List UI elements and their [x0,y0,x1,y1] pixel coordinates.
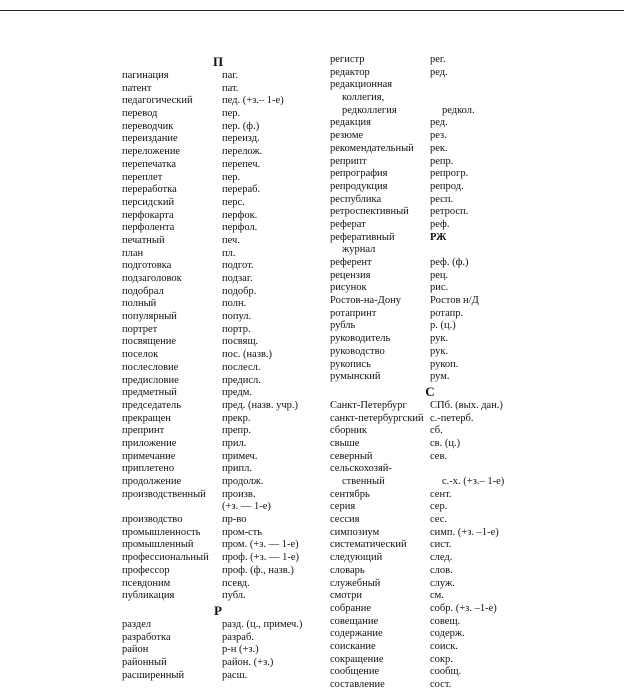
abbreviation-entry [330,92,620,105]
abbreviation-entry [122,260,322,273]
entry-term: промышленность [122,526,201,538]
entry-term [122,501,222,514]
abbreviation-entry [122,632,322,645]
entry-term: редакционная [330,79,393,91]
abbreviation-entry [122,375,322,388]
entry-term: перфокарта [122,209,174,221]
abbreviation-entry [330,425,620,438]
entry-abbreviation: пер. [222,171,241,183]
entry-term: переложение [122,146,181,158]
abbreviation-entry [330,641,620,654]
entry-term: собрание [330,602,372,614]
entry-term: портрет [122,323,158,335]
abbreviation-entry [122,657,322,670]
entry-term: сельскохозяй- [330,463,392,475]
entry-abbreviation: ретросп. [430,206,469,218]
entry-term: румынский [330,371,381,383]
abbreviation-entry [330,666,620,679]
entry-abbreviation: пер. [222,108,241,120]
abbreviation-entry [330,463,620,476]
abbreviation-entry [330,603,620,616]
abbreviation-entry [330,156,620,169]
abbreviation-entry [330,67,620,80]
abbreviation-entry [330,320,620,333]
abbreviation-entry [330,578,620,591]
entry-abbreviation: пед. (+з.– 1-е) [222,95,284,107]
entry-term: рецензия [330,269,371,281]
entry-abbreviation: р-н (+з.) [222,644,259,656]
entry-term: промышленный [122,539,194,551]
abbreviation-entry [330,514,620,527]
entry-abbreviation: полн. [222,298,247,310]
entry-abbreviation: ротапр. [430,307,464,319]
entry-term: персидский [122,196,175,208]
entry-abbreviation: продолж. [222,476,264,487]
entry-term: регистр [330,54,365,65]
abbreviation-entry [330,257,620,270]
entry-abbreviation: пат. [222,82,239,94]
entry-term: патент [122,82,152,94]
abbreviation-entry [122,336,322,349]
entry-abbreviation: пос. (назв.) [222,349,273,361]
abbreviation-entry [330,105,620,118]
entry-abbreviation: ред. [430,117,448,129]
entry-term: продолжение [122,476,182,487]
entry-term: референт [330,257,372,268]
entry-abbreviation: с.-петерб. [430,412,474,424]
entry-term: полный [122,298,157,310]
entry-abbreviation: симп. (+з. –1-е) [430,526,499,538]
abbreviation-entry [330,346,620,359]
entry-abbreviation: сес. [430,514,447,526]
abbreviation-column-right [330,54,620,692]
abbreviation-entry [330,333,620,346]
entry-term: предметный [122,387,177,399]
abbreviation-entry [122,565,322,578]
abbreviation-column-left [122,54,322,682]
entry-term: руководитель [330,333,391,345]
abbreviation-entry [330,476,620,489]
abbreviation-entry [330,654,620,667]
entry-term: поселок [122,349,159,361]
abbreviation-entry [330,54,620,67]
entry-abbreviation: произв. [222,488,256,500]
top-rule [0,10,624,11]
entry-abbreviation: печ. [222,234,240,246]
entry-term: резюме [330,130,364,142]
entry-term: сессия [330,514,360,526]
entry-abbreviation: рум. [430,371,450,383]
entry-term: популярный [122,311,177,323]
abbreviation-entry [122,400,322,413]
abbreviation-entry [330,168,620,181]
entry-term: редактор [330,66,370,78]
section-letter-heading: С [425,383,435,399]
entry-abbreviation: пр-во [222,514,247,526]
entry-abbreviation: послесл. [222,361,261,373]
entry-abbreviation: разраб. [222,631,254,643]
entry-term: предисловие [122,374,179,386]
entry-term: сообщение [330,666,380,678]
abbreviation-entry [122,501,322,514]
abbreviation-entry [122,210,322,223]
abbreviation-entry [122,619,322,632]
entry-abbreviation: предисл. [222,374,261,386]
entry-abbreviation: содерж. [430,628,465,640]
abbreviation-entry [122,95,322,108]
entry-abbreviation: респ. [430,193,454,205]
entry-abbreviation: посвящ. [222,336,259,348]
entry-term: смотри [330,590,363,602]
entry-term: Санкт-Петербург [330,399,407,411]
entry-term: переработка [122,184,177,196]
entry-term: репродукция [330,180,388,192]
section-letter-heading: П [212,54,224,69]
entry-term: подготовка [122,260,172,272]
entry-term: руководство [330,345,385,357]
entry-term: словарь [330,564,365,576]
entry-term: реферат [330,218,366,230]
entry-abbreviation: сент. [430,488,452,500]
entry-term: составление [330,679,385,690]
entry-term: послесловие [122,361,179,373]
abbreviation-entry [330,539,620,552]
abbreviation-entry [330,451,620,464]
entry-abbreviation: слов. [430,564,453,576]
abbreviation-entry [122,184,322,197]
abbreviation-entry [330,616,620,629]
entry-abbreviation: расш. [222,669,248,681]
entry-abbreviation: рук. [430,345,449,357]
entry-abbreviation: репрогр. [430,168,469,180]
entry-term: совещание [330,615,379,627]
entry-term: служебный [330,577,381,589]
entry-term: сентябрь [330,488,370,500]
entry-term: посвящение [122,336,177,348]
entry-abbreviation: рук. [430,333,449,345]
entry-term: систематический [330,539,407,551]
entry-term: реприпт [330,155,367,167]
entry-abbreviation: реф. (ф.) [430,257,469,268]
abbreviation-entry [122,235,322,248]
entry-abbreviation: прил. [222,437,247,449]
entry-abbreviation: предм. [222,387,253,399]
entry-abbreviation: перепеч. [222,158,261,170]
entry-abbreviation: портр. [222,323,251,335]
abbreviation-entry [330,282,620,295]
entry-abbreviation: сер. [430,501,448,513]
abbreviation-entry [122,451,322,464]
entry-term: председатель [122,399,182,411]
entry-term: переводчик [122,120,174,132]
abbreviation-entry [330,590,620,603]
abbreviation-entry [330,244,620,257]
abbreviation-entry [122,311,322,324]
entry-abbreviation: рез. [430,130,447,142]
entry-abbreviation: припл. [222,463,252,475]
entry-abbreviation: район. (+з.) [222,656,274,668]
abbreviation-entry [122,83,322,96]
entry-term: район [122,644,149,656]
abbreviation-entry [122,70,322,83]
entry-abbreviation: примеч. [222,450,258,462]
entry-term: симпозиум [330,526,380,538]
entry-term: подобрал [122,285,164,297]
entry-term: содержание [330,628,383,640]
entry-abbreviation: сообщ. [430,666,462,678]
entry-abbreviation: пром. (+з. — 1-е) [222,539,299,551]
abbreviation-entry [330,679,620,692]
abbreviation-entry [330,206,620,219]
abbreviation-entry [122,324,322,337]
entry-term: примечание [122,450,176,462]
entry-abbreviation: сев. [430,450,448,462]
entry-term: сборник [330,425,367,437]
entry-abbreviation: сост. [430,679,452,690]
abbreviation-entry [122,286,322,299]
entry-term: перфолента [122,222,175,234]
entry-abbreviation: Ростов н/Д [430,295,479,307]
entry-term: рубль [330,320,356,332]
entry-term: прекращен [122,412,171,424]
entry-term: перепечатка [122,158,177,170]
abbreviation-entry [122,273,322,286]
abbreviation-entry [122,476,322,489]
entry-abbreviation: пред. (назв. учр.) [222,399,299,411]
abbreviation-entry [330,117,620,130]
entry-abbreviation: псевд. [222,577,250,589]
entry-abbreviation: пл. [222,247,236,259]
entry-abbreviation: сб. [430,425,443,437]
entry-term: переиздание [122,133,178,145]
entry-term: ретроспективный [330,206,409,218]
entry-term: республика [330,193,382,205]
entry-term: разработка [122,631,171,643]
entry-term: пагинация [122,70,169,81]
abbreviation-entry [330,270,620,283]
abbreviation-entry [330,413,620,426]
abbreviation-entry [122,298,322,311]
entry-abbreviation: св. (ц.) [430,437,461,449]
entry-term: следующий [330,552,383,564]
entry-term: переплет [122,171,163,183]
entry-abbreviation: ред. [430,66,448,78]
entry-abbreviation: рукоп. [430,358,459,370]
entry-term: псевдоним [122,577,171,589]
entry-term: ротапринт [330,307,377,319]
entry-term: расширенный [122,669,185,681]
abbreviation-entry [330,79,620,92]
abbreviation-entry [330,359,620,372]
abbreviation-entry [330,501,620,514]
abbreviation-entry [122,197,322,210]
entry-abbreviation: репр. [430,155,454,167]
entry-term: печатный [122,234,165,246]
abbreviation-entry [330,143,620,156]
entry-abbreviation: препр. [222,425,252,437]
entry-term: производственный [122,488,206,500]
abbreviation-entry [330,308,620,321]
entry-term: подзаголовок [122,273,182,284]
entry-abbreviation: рец. [430,269,449,281]
entry-abbreviation: подгот. [222,260,254,272]
abbreviation-entry [330,628,620,641]
entry-term: свыше [330,437,360,449]
entry-abbreviation: перфол. [222,222,258,234]
entry-abbreviation: пром-сть [222,526,263,538]
abbreviation-entry [330,130,620,143]
entry-abbreviation: прекр. [222,412,251,424]
entry-term: редколлегия [342,104,397,116]
abbreviation-entry [122,159,322,172]
entry-abbreviation: р. (ц.) [430,320,456,332]
entry-abbreviation: публ. [222,590,246,602]
entry-abbreviation: перфок. [222,209,258,221]
entry-term: профессор [122,564,170,576]
entry-abbreviation: РЖ [430,231,447,243]
abbreviation-entry [330,552,620,565]
entry-term: ственный [342,476,385,487]
abbreviation-entry [330,489,620,502]
entry-abbreviation: совещ. [430,615,461,627]
entry-term: репрография [330,168,388,180]
abbreviation-entry [122,387,322,400]
entry-abbreviation: перелож. [222,146,263,158]
abbreviation-entry [122,552,322,565]
entry-term: приплетено [122,463,175,475]
abbreviation-entry [330,232,620,245]
abbreviation-entry [122,362,322,375]
entry-abbreviation: сокр. [430,653,453,665]
entry-abbreviation: пер. (ф.) [222,120,260,132]
abbreviation-entry [330,371,620,384]
section-letter-heading: Р [214,602,222,618]
entry-term: реферативный [330,231,395,243]
entry-term: рукопись [330,358,371,370]
abbreviation-entry [330,400,620,413]
abbreviation-entry [122,108,322,121]
abbreviation-entry [122,438,322,451]
entry-abbreviation: реф. [430,218,450,230]
abbreviation-entry [122,121,322,134]
entry-term: план [122,247,144,259]
abbreviation-entry [122,578,322,591]
abbreviation-entry [330,565,620,578]
entry-term: коллегия, [342,92,385,104]
abbreviation-entry [122,222,322,235]
entry-abbreviation: см. [430,590,444,602]
abbreviation-entry [330,194,620,207]
entry-term: Ростов-на-Дону [330,295,401,307]
entry-term: сокращение [330,653,384,665]
abbreviation-entry [330,219,620,232]
abbreviation-entry [122,349,322,362]
entry-abbreviation: перераб. [222,184,261,196]
entry-abbreviation: собр. (+з. –1-е) [430,602,497,614]
entry-term: производство [122,514,183,526]
entry-term: санкт-петербургский [330,412,424,424]
abbreviation-entry [122,172,322,185]
entry-abbreviation: с.-х. (+з.– 1-е) [442,476,505,487]
entry-abbreviation: разд. (ц., примеч.) [222,618,303,630]
abbreviation-entry [330,438,620,451]
abbreviation-entry [122,514,322,527]
entry-term: журнал [342,244,376,256]
entry-term: серия [330,501,356,513]
entry-abbreviation: паг. [222,70,239,81]
entry-term: северный [330,450,373,462]
entry-term: раздел [122,618,152,630]
entry-term: районный [122,656,167,668]
entry-abbreviation: след. [430,552,453,564]
entry-abbreviation: соиск. [430,640,458,652]
abbreviation-entry [122,413,322,426]
abbreviation-entry [330,181,620,194]
entry-abbreviation: переизд. [222,133,260,145]
entry-abbreviation: СПб. (вых. дан.) [430,399,503,411]
entry-term: препринт [122,425,165,437]
abbreviation-entry [122,146,322,159]
entry-abbreviation: проф. (ф., назв.) [222,564,294,576]
entry-abbreviation: репрод. [430,180,464,192]
abbreviation-entry [122,248,322,261]
entry-abbreviation: проф. (+з. — 1-е) [222,552,300,564]
entry-term: педагогический [122,95,193,107]
entry-abbreviation: перс. [222,196,245,208]
entry-abbreviation: (+з. — 1-е) [222,501,271,513]
abbreviation-entry [122,590,322,603]
entry-term: рисунок [330,282,367,294]
entry-term: профессиональный [122,552,209,564]
abbreviation-entry [122,463,322,476]
entry-term: публикация [122,590,175,602]
abbreviation-entry [122,489,322,502]
entry-abbreviation: рис. [430,282,449,294]
entry-abbreviation: сист. [430,539,452,551]
abbreviation-entry [122,527,322,540]
entry-abbreviation: подобр. [222,285,257,297]
entry-term: рекомендательный [330,142,414,154]
entry-term: редакция [330,117,371,129]
abbreviation-entry [122,425,322,438]
entry-abbreviation: рег. [430,54,446,65]
abbreviation-entry [330,527,620,540]
entry-abbreviation: попул. [222,311,252,323]
abbreviation-entry [122,644,322,657]
abbreviation-entry [122,133,322,146]
entry-term: перевод [122,108,158,120]
entry-term: приложение [122,437,177,449]
abbreviation-entry [330,295,620,308]
entry-term: соискание [330,640,376,652]
abbreviation-entry [122,670,322,683]
entry-abbreviation: служ. [430,577,455,589]
entry-abbreviation: рек. [430,142,448,154]
entry-abbreviation: подзаг. [222,273,253,284]
entry-abbreviation: редкол. [442,104,475,116]
abbreviation-entry [122,539,322,552]
